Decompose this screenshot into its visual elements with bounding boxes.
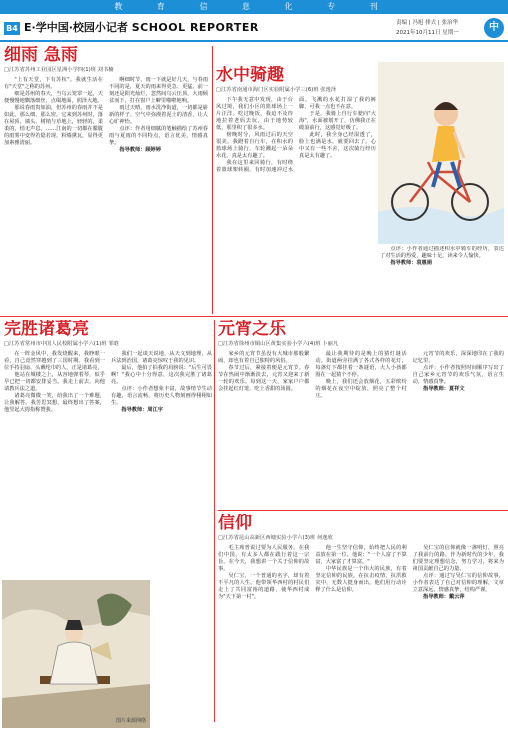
paragraph: 在一阵金风中，我发烧醒来，我睁眼一看，自己竟然穿越到了三国时期。我看到一位手持羽扇、头戴纶巾的人，正是诸葛亮。 [4,350,105,371]
top-banner [0,0,508,14]
paragraph: 我们一起谈天说地，从天文到地理，从兵法到治国，诸葛亮惊叹于我的见识。 [111,350,212,364]
article-body [218,545,504,601]
paragraph: 中华民族是一个伟大的民族，有着坚定信仰的民族。在抗击疫情、抗洪救灾中，无数人挺身而出，他们用行动诠释了什么是信仰。 [315,565,407,593]
paragraph: "上有天堂，下有苏杭"。我就生活在有"天堂"之称的苏州。 [4,76,103,90]
article-xinyang [218,514,504,730]
row-divider [218,510,508,511]
article-comment: 点评：小作者通过描述积水中骑车的经历，表达了对生活的热爱，趣味十足，读来令人愉快。 [380,246,504,260]
paragraph: 毛主席曾说过要为人民服务。在我们中国，有太多人都在践行着这一宗旨。在今天，我想讲一个关于信仰的故事。 [218,544,310,572]
paragraph: 春节过后，紧接着便是元宵节。春节在热闹中渐渐淡去，元宵又迎来了新一轮的欢乐。每到这一天，家家户户都会挂起红灯笼，吃上香甜的汤圆。 [218,364,310,392]
article-title: 水中骑趣 [216,66,284,85]
banner-text: 教 育 信 息 化 专 刊 [114,2,394,11]
article-comment: 点评：小作者按照时间顺序写出了自己家乡元宵节的欢乐气氛，语言生动，情感真挚。 [412,364,504,385]
bike-drawing [378,62,504,244]
article-title: 完胜诸葛亮 [4,320,89,339]
painting-drawing [2,580,150,728]
article-comment: 点评：作者用细腻的笔触描绘了苏州春雨与夏雨的不同特点，语言优美，情感真挚。 [109,125,208,146]
article-body [4,77,208,154]
paragraph: 家乡的元宵节虽没有大城市那般繁闹，却也有着自己独特的风俗。 [218,350,310,364]
paragraph: 诸葛亮微微一笑，给我出了一个难题，让我解答。我苦思冥想，最终想出了答案，他竖起大拇指称赞我。 [4,392,105,413]
article-teacher: 指导教师：戴云萍 [423,593,465,600]
page-number: B4 [4,22,20,35]
article-teacher: 指导教师：顾婷婷 [119,146,161,153]
paragraph: 于是，我骑上自行车驶向"大海"，水面被划开了，仿佛我正在破浪前行，这感觉好极了。 [299,110,376,131]
article-teacher: 指导教师：夏祥文 [423,385,465,392]
section-title [24,21,259,36]
bike-illustration [378,62,504,244]
article-title: 信仰 [218,514,252,533]
paragraph: 细是苏州的春天，当乌云笼罩一起，天便慢慢地飘落细丝，点缀地面，润泽大地。 [4,90,103,104]
painting-caption: 图片来源网络 [115,718,146,725]
row-divider [0,316,508,317]
article-body [4,351,212,414]
article-source: □江苏省徐州市铜山区黄集实验小学六(4)班 卜丽凡 [218,340,339,347]
paragraph: 我在这里来回骑行，有时绕着篮球架转圈，有时加速冲过水面。飞溅的水花打湿了我的裤脚，可我一点也不在意。 [216,96,376,173]
paragraph: 那说春雨贵如油，但苏州的春雨并不是如此，那么细，那么密。它来到苏州时，落在屋顶、墙头、树梢与草地上，轻轻的，柔柔的，悄无声息。……江南的一切都在朦胧的雨雾中变得若隐若现，粉墙黛瓦，显得更加素雅清丽。 [4,104,103,146]
article-teacher: 指导教师：袁惠娟 [390,260,432,267]
paragraph: 傍晚时分，风雨过后的天空很美。我蹬着自行车，在积水的篮球场上骑行，车轮溅起一朵朵水花，真是太有趣了。 [216,131,293,159]
paragraph: 他站在城楼之上，从容地弹着琴，似乎早已把一切都安排妥当。我走上前去，向他请教兵法之道。 [4,371,105,392]
column-divider [212,46,213,314]
section-title-en: SCHOOL REPORTER [131,21,259,34]
article-shuizhong-comment [380,246,504,286]
article-title: 元宵之乐 [218,320,286,339]
header-rule [0,40,508,42]
article-wansheng [4,320,212,578]
article-source: □江苏省昆山高新区西塘实验小学六(3)班 何逸欣 [218,534,333,541]
column-divider [214,320,215,722]
paragraph: 最让我期待的是晚上的猜灯谜活动。街道两旁挂满了各式各样的花灯，每盏灯下都挂着一条谜语，大人小孩都围在一起猜个不停。 [315,350,407,378]
zhuge-painting [2,580,150,728]
paragraph: 吴仁宝的信仰就像一盏明灯，照亮了我前行的路。作为新时代的少年，我们要坚定理想信念，努力学习，将来为祖国贡献自己的力量。 [412,544,504,572]
paragraph: 下午我无意中发现，由于台风过境，我们小区的篮球场上一片汪洋。吃过晚饭，我迫不及待地拉着老妈去玩，由于地势较低，那里积了很多水。 [216,96,293,131]
issue-date: 2021年10月11日 星期一 [396,30,459,36]
section-title-cn: E·学中国·校园小记者 [24,21,128,34]
article-yuanxiao [218,320,504,508]
article-source: □江苏省南通市海门区实验附属小学三(6)班 张逸泽 [216,86,337,93]
paragraph: 吴仁宝，一个普通的名字，却有着不平凡的人生。他带领华西村的村民们走上了共同富裕的道路，使华西村成为"天下第一村"。 [218,572,310,600]
article-source: □江苏省常州市中国人民校附属小学六(1)班 邹晗 [4,340,119,347]
paragraph: 此时，我全身已经湿透了，脸上也满是水，就要回去了。心中又有一些不舍，这次骑行经历真是太有趣了。 [299,131,376,159]
paragraph: 啊细时节，雨一下就是好几天，与春雨不同的是，夏天的雨来得更急、更猛。前一刻还是阳光灿烂，忽然间乌云压顶，大雨倾盆而下，打在窗户上噼里啪啦地响。 [109,76,208,104]
article-xiyu [4,46,208,314]
article-comment: 点评：小作者想象丰富，故事情节生动有趣，语言流畅，将历史人物刻画得栩栩如生。 [111,385,212,406]
article-teacher: 指导教师：周江宇 [121,406,163,413]
article-comment: 点评：通过写吴仁宝的信仰故事，小作者表达了自己对信仰的理解，文章立意深远，情感真挚，结构严谨。 [412,572,504,593]
article-title: 细雨 急雨 [4,46,78,65]
paragraph: 最后，他拍了拍我的肩膀说："后生可畏啊！"我心中十分得意，这次我完胜了诸葛亮。 [111,364,212,385]
paragraph: 雨过天晴，雨水洗净街道，一切都是崭新的样子。空气中弥漫着泥土的清香，让人心旷神怡。 [109,104,208,125]
article-body [218,351,504,400]
editors-credit: 责编 | 冯旭 排式 | 张治华 [396,20,458,26]
article-shuizhong [216,66,376,312]
article-source: □江苏省苏州工业园区星洲小学四(1)班 刘书楠 [4,66,114,73]
article-body [216,97,376,174]
paragraph: 元宵节的欢乐，深深地印在了我的记忆里。 [412,350,504,364]
paragraph: 晚上，我们还会放烟花，五彩缤纷的烟花在夜空中绽放，照亮了整个村庄。 [315,378,407,399]
newspaper-logo: 中 [484,18,504,38]
paragraph: 他一生坚守信仰，始终把人民的利益放在第一位。他说："一个人富了不算富，大家富了才算富。" [315,544,407,565]
